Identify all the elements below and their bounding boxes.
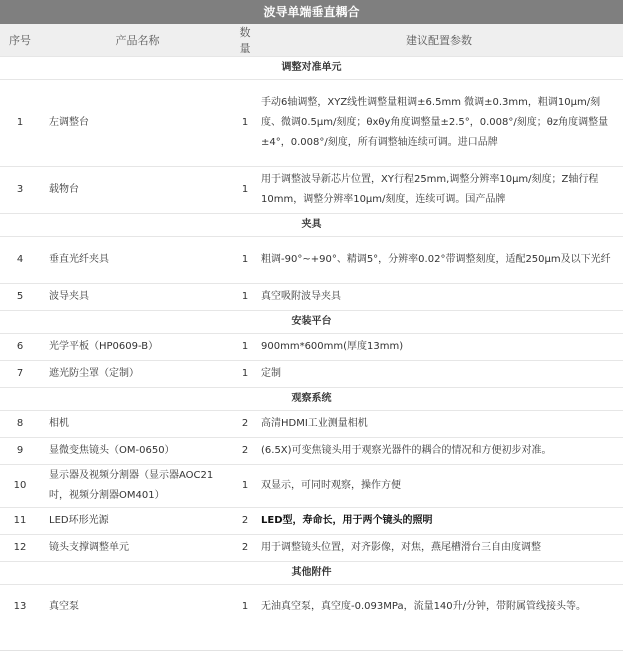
table-row <box>0 411 623 438</box>
row-quantity: 2 <box>235 535 255 562</box>
config-table <box>0 24 623 629</box>
row-quantity: 1 <box>235 284 255 311</box>
section-row-observation <box>0 388 623 411</box>
row-product-name: 光学平板（HP0609-B） <box>40 334 235 361</box>
header-qty: 数量 <box>235 24 255 57</box>
row-product-name: 显示器及视频分割器（显示器AOC21吋，视频分割器OM401） <box>40 465 235 508</box>
section-row-platform <box>0 311 623 334</box>
row-quantity: 1 <box>235 237 255 284</box>
row-product-name: 载物台 <box>40 167 235 214</box>
row-quantity: 1 <box>235 361 255 388</box>
row-product-name: 垂直光纤夹具 <box>40 237 235 284</box>
row-index: 5 <box>0 284 40 311</box>
row-spec: 手动6轴调整，XYZ线性调整量粗调±6.5mm 微调±0.3mm，粗调10μm/刻度、微调0.5μm/刻度；θxθy角度调整量±2.5°，0.008°/刻度；θz角度调整量±4°，0.008°/刻度，所有调整轴连续可调。进口品牌 <box>255 80 623 167</box>
header-name: 产品名称 <box>40 24 235 57</box>
row-index: 12 <box>0 535 40 562</box>
row-spec: 用于调整镜头位置，对齐影像，对焦，燕尾槽滑台三自由度调整 <box>255 535 623 562</box>
row-spec: LED型，寿命长，用于两个镜头的照明 <box>255 508 623 535</box>
row-product-name: 镜头支撑调整单元 <box>40 535 235 562</box>
header-row <box>0 24 623 57</box>
row-index: 10 <box>0 465 40 508</box>
row-product-name: 左调整台 <box>40 80 235 167</box>
row-product-name: 显微变焦镜头（OM-0650） <box>40 438 235 465</box>
table-row <box>0 508 623 535</box>
row-index: 1 <box>0 80 40 167</box>
row-spec: 定制 <box>255 361 623 388</box>
section-label: 安装平台 <box>0 311 623 334</box>
row-quantity: 2 <box>235 411 255 438</box>
row-spec: 双显示，可同时观察，操作方便 <box>255 465 623 508</box>
row-product-name: 遮光防尘罩（定制） <box>40 361 235 388</box>
table-row <box>0 535 623 562</box>
row-quantity: 1 <box>235 167 255 214</box>
table-row <box>0 585 623 630</box>
row-index: 9 <box>0 438 40 465</box>
row-spec: (6.5X)可变焦镜头用于观察光器件的耦合的情况和方便初步对准。 <box>255 438 623 465</box>
row-quantity: 1 <box>235 465 255 508</box>
row-index: 4 <box>0 237 40 284</box>
section-label: 调整对准单元 <box>0 57 623 80</box>
row-index: 13 <box>13 601 27 612</box>
table-row <box>0 237 623 284</box>
row-product-name: 真空泵 <box>49 601 79 612</box>
table-row <box>0 361 623 388</box>
row-spec: 900mm*600mm(厚度13mm) <box>255 334 623 361</box>
table-row <box>0 334 623 361</box>
table-title: 波导单端垂直耦合 <box>0 0 623 24</box>
table-row <box>0 284 623 311</box>
row-quantity: 1 <box>241 601 249 612</box>
section-label: 其他附件 <box>0 562 623 585</box>
header-spec: 建议配置参数 <box>255 24 623 57</box>
row-spec: 粗调-90°~+90°、精调5°，分辨率0.02°带调整刻度，适配250μm及以下光纤 <box>255 237 623 284</box>
row-product-name: 相机 <box>40 411 235 438</box>
table-row <box>0 80 623 167</box>
row-index: 11 <box>0 508 40 535</box>
row-index: 6 <box>0 334 40 361</box>
row-quantity: 2 <box>235 508 255 535</box>
section-row-accessories <box>0 562 623 585</box>
header-index: 序号 <box>0 24 40 57</box>
section-label: 夹具 <box>0 214 623 237</box>
row-product-name: LED环形光源 <box>40 508 235 535</box>
section-row-clamp <box>0 214 623 237</box>
row-product-name: 波导夹具 <box>40 284 235 311</box>
row-quantity: 2 <box>235 438 255 465</box>
table-row <box>0 465 623 508</box>
row-quantity: 1 <box>235 80 255 167</box>
section-label: 观察系统 <box>0 388 623 411</box>
row-index: 8 <box>0 411 40 438</box>
row-index: 3 <box>0 167 40 214</box>
table-row <box>0 167 623 214</box>
row-spec: 高清HDMI工业测量相机 <box>255 411 623 438</box>
row-index: 7 <box>0 361 40 388</box>
row-spec: 无油真空泵，真空度-0.093MPa，流量140升/分钟，带附属管线接头等。 <box>261 601 587 612</box>
row-quantity: 1 <box>235 334 255 361</box>
section-row-alignment <box>0 57 623 80</box>
table-row <box>0 438 623 465</box>
row-spec: 用于调整波导新芯片位置，XY行程25mm,调整分辨率10μm/刻度；Z轴行程10mm，调整分辨率10μm/刻度，连续可调。国产品牌 <box>255 167 623 214</box>
row-spec: 真空吸附波导夹具 <box>255 284 623 311</box>
